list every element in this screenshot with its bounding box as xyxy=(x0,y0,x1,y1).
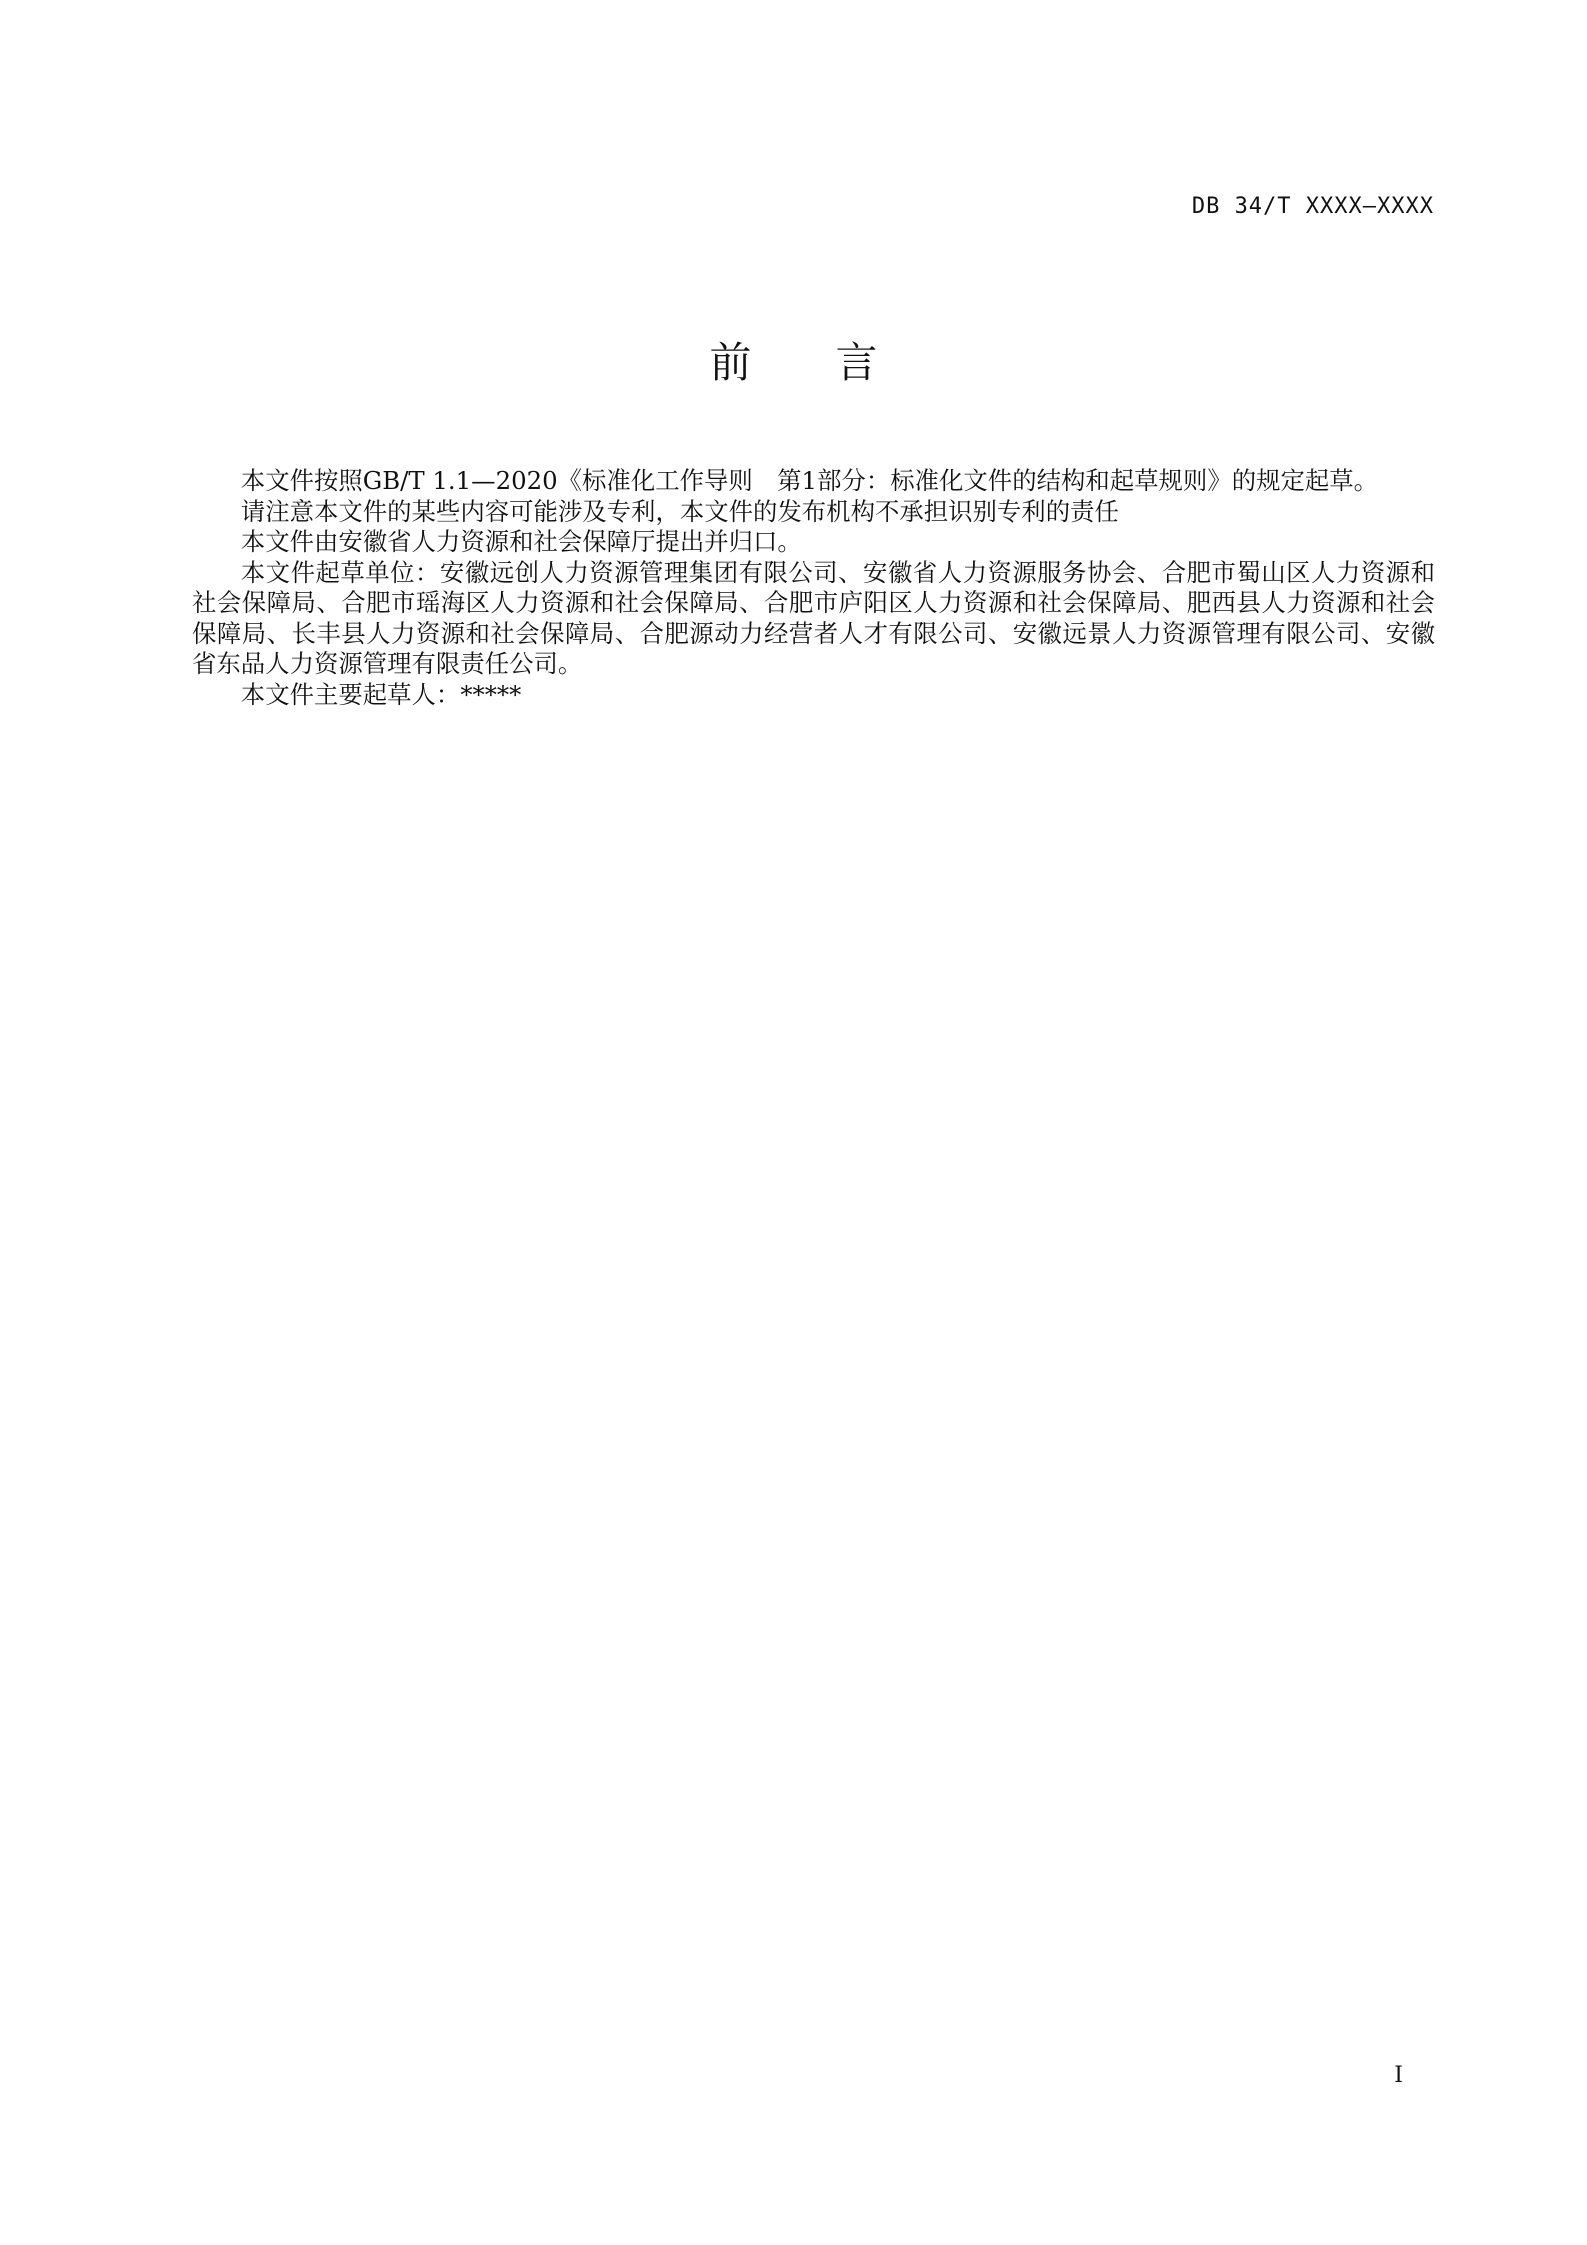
paragraph-drafters: 本文件主要起草人：***** xyxy=(240,679,522,709)
foreword-body xyxy=(192,466,1435,710)
title-char-1: 前 xyxy=(709,338,752,387)
title-char-2: 言 xyxy=(835,338,878,387)
paragraph-drafting-units: 本文件起草单位：安徽远创人力资源管理集团有限公司、安徽省人力资源服务协会、合肥市蜀山区人力资源和社会保障局、合肥市瑶海区人力资源和社会保障局、合肥市庐阳区人力资源和社会保障局、肥西县人力资源和社会保障局、长丰县人力资源和社会保障局、合肥源动力经营者人才有限公司、安徽远景人力资源管理有限公司、安徽省东品人力资源管理有限责任公司。 xyxy=(192,557,1435,678)
paragraph-proposer: 本文件由安徽省人力资源和社会保障厅提出并归口。 xyxy=(240,527,802,556)
paragraph-drafting-basis: 本文件按照GB/T 1.1—2020《标准化工作导则 第1部分：标准化文件的结构和起草规则》的规定起草。 xyxy=(240,466,1379,495)
page-number: I xyxy=(1394,2063,1403,2088)
standard-code: DB 34/T XXXX—XXXX xyxy=(1191,194,1434,219)
page-title xyxy=(0,333,1587,393)
paragraph-patent-notice: 请注意本文件的某些内容可能涉及专利，本文件的发布机构不承担识别专利的责任 xyxy=(240,496,1119,526)
